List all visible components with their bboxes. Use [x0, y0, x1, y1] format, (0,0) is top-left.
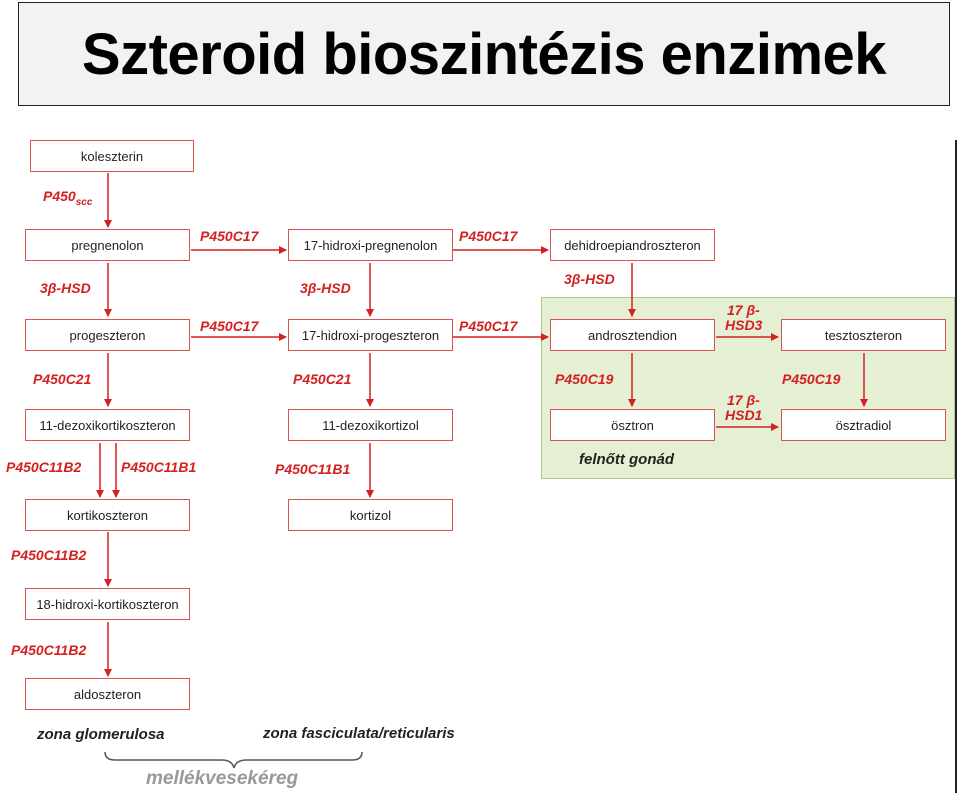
enzyme-p450c11b1-a: P450C11B1 [121, 459, 197, 475]
enzyme-p450c21-a: P450C21 [33, 371, 92, 387]
compound-18-hidroxi-kortikoszteron: 18-hidroxi-kortikoszteron [25, 588, 190, 620]
enzyme-3b-hsd-b: 3β-HSD [300, 280, 351, 296]
enzyme-p450c17-a: P450C17 [200, 228, 259, 244]
compound-dehidroepiandroszteron: dehidroepiandroszteron [550, 229, 715, 261]
enzyme-17b-hsd3-top: 17 β- [727, 302, 760, 318]
enzyme-17b-hsd1-bottom: HSD1 [725, 407, 763, 423]
enzyme-17b-hsd3-bottom: HSD3 [725, 317, 763, 333]
enzyme-p450scc-main: P450 [43, 188, 76, 204]
compound-osztradiol: ösztradiol [781, 409, 946, 441]
compound-androsztendion: androsztendion [550, 319, 715, 351]
enzyme-p450c11b2-c: P450C11B2 [11, 642, 87, 658]
enzyme-3b-hsd-a: 3β-HSD [40, 280, 91, 296]
enzyme-p450c17-b: P450C17 [459, 228, 518, 244]
enzyme-p450c17-d: P450C17 [459, 318, 518, 334]
enzyme-p450c11b2-a: P450C11B2 [6, 459, 82, 475]
label-felnott-gonad: felnőtt gonád [579, 451, 674, 468]
compound-aldoszteron: aldoszteron [25, 678, 190, 710]
enzyme-17b-hsd1-top: 17 β- [727, 392, 760, 408]
compound-tesztoszteron: tesztoszteron [781, 319, 946, 351]
label-mellekvesekereg: mellékvesekéreg [146, 768, 299, 789]
compound-11-dezoxikortizol: 11-dezoxikortizol [288, 409, 453, 441]
enzyme-p450c17-c: P450C17 [200, 318, 259, 334]
enzyme-p450scc-sub: scc [75, 196, 93, 208]
label-zona-glomerulosa: zona glomerulosa [37, 726, 165, 743]
enzyme-p450c19-a: P450C19 [555, 371, 614, 387]
compound-pregnenolon: pregnenolon [25, 229, 190, 261]
compound-11-dezoxikortikoszteron: 11-dezoxikortikoszteron [25, 409, 190, 441]
enzyme-p450c11b1-b: P450C11B1 [275, 461, 351, 477]
enzyme-p450c21-b: P450C21 [293, 371, 352, 387]
enzyme-3b-hsd-c: 3β-HSD [564, 271, 615, 287]
adrenal-cortex-bracket [105, 752, 362, 768]
compound-progeszteron: progeszteron [25, 319, 190, 351]
enzyme-p450c11b2-b: P450C11B2 [11, 547, 87, 563]
compound-17-hidroxi-pregnenolon: 17-hidroxi-pregnenolon [288, 229, 453, 261]
enzyme-p450scc [43, 189, 92, 210]
compound-koleszterin: koleszterin [30, 140, 194, 172]
page-title: Szteroid bioszintézis enzimek [81, 22, 887, 87]
compound-kortizol: kortizol [288, 499, 453, 531]
label-zona-fasciculata-reticularis: zona fasciculata/reticularis [263, 725, 455, 742]
enzyme-p450c19-b: P450C19 [782, 371, 841, 387]
compound-osztron: ösztron [550, 409, 715, 441]
compound-17-hidroxi-progeszteron: 17-hidroxi-progeszteron [288, 319, 453, 351]
compound-kortikoszteron: kortikoszteron [25, 499, 190, 531]
